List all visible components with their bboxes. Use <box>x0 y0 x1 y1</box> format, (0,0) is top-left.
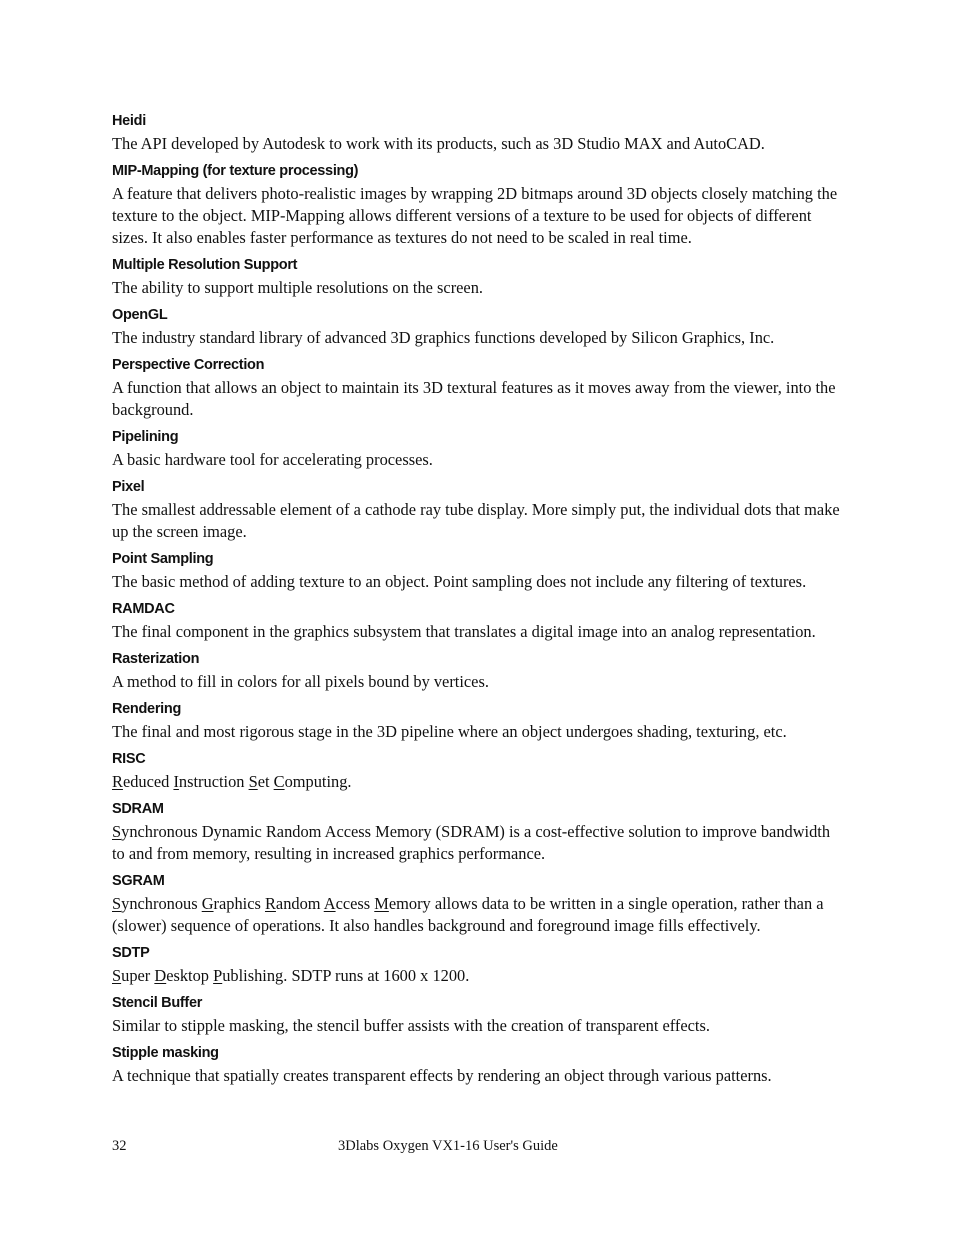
glossary-definition: The basic method of adding texture to an object. Point sampling does not include any filtering of textures. <box>112 572 807 591</box>
glossary-definition: The smallest addressable element of a cathode ray tube display. More simply put, the individual dots that make up the screen image. <box>112 500 840 541</box>
glossary-entry-pipelining <box>112 426 842 471</box>
glossary-entry-stencil-buffer <box>112 992 842 1037</box>
glossary-entry-rasterization <box>112 648 842 693</box>
glossary-term: Heidi <box>112 113 146 129</box>
glossary-term: Stipple masking <box>112 1045 219 1061</box>
glossary-entry-heidi <box>112 110 842 155</box>
glossary-term: Rasterization <box>112 651 200 667</box>
glossary-definition: A basic hardware tool for accelerating processes. <box>112 450 433 469</box>
glossary-definition: The API developed by Autodesk to work with its products, such as 3D Studio MAX and AutoCAD. <box>112 134 765 153</box>
glossary-definition-underlined: Super Desktop Publishing. SDTP runs at 1600 x 1200. <box>112 966 470 985</box>
glossary-definition: The ability to support multiple resolutions on the screen. <box>112 278 483 297</box>
glossary-entry-rendering <box>112 698 842 743</box>
glossary-term: RISC <box>112 751 146 767</box>
glossary-definition: A method to fill in colors for all pixels bound by vertices. <box>112 672 489 691</box>
glossary-definition-underlined: Synchronous Dynamic Random Access Memory (SDRAM) is a cost-effective solution to improve bandwidth to and from memory, resulting in increased graphics performance. <box>112 822 831 863</box>
glossary-entry-pixel <box>112 476 842 543</box>
glossary-page <box>112 110 842 1092</box>
page-number: 32 <box>112 1138 127 1154</box>
glossary-term: Stencil Buffer <box>112 995 203 1011</box>
glossary-term: Perspective Correction <box>112 357 265 373</box>
glossary-definition: A technique that spatially creates transparent effects by rendering an object through various patterns. <box>112 1066 772 1085</box>
glossary-term: Point Sampling <box>112 551 214 567</box>
glossary-definition: The industry standard library of advanced 3D graphics functions developed by Silicon Graphics, Inc. <box>112 328 775 347</box>
glossary-term: MIP-Mapping (for texture processing) <box>112 163 359 179</box>
glossary-definition: Similar to stipple masking, the stencil buffer assists with the creation of transparent effects. <box>112 1016 710 1035</box>
glossary-term: SDRAM <box>112 801 164 817</box>
glossary-term: SDTP <box>112 945 150 961</box>
glossary-entry-opengl <box>112 304 842 349</box>
glossary-term: Multiple Resolution Support <box>112 257 298 273</box>
glossary-term: SGRAM <box>112 873 165 889</box>
document-title: 3Dlabs Oxygen VX1-16 User's Guide <box>338 1138 558 1154</box>
glossary-term: OpenGL <box>112 307 168 323</box>
glossary-term: Rendering <box>112 701 182 717</box>
glossary-entry-sgram <box>112 870 842 937</box>
glossary-entry-risc <box>112 748 842 793</box>
glossary-entry-multiple-resolution-support <box>112 254 842 299</box>
glossary-definition-underlined: Synchronous Graphics Random Access Memory allows data to be written in a single operation, rather than a (slower) sequence of operations. It also handles background and foreground image fills effectively. <box>112 894 824 935</box>
glossary-definition: A feature that delivers photo-realistic images by wrapping 2D bitmaps around 3D objects closely matching the texture to the object. MIP-Mapping allows different versions of a texture to be used for objects of different sizes. It also enables faster performance as textures do not need to be scaled in real time. <box>112 184 838 247</box>
glossary-definition: A function that allows an object to maintain its 3D textural features as it moves away from the viewer, into the background. <box>112 378 836 419</box>
glossary-entry-point-sampling <box>112 548 842 593</box>
glossary-entry-stipple-masking <box>112 1042 842 1087</box>
glossary-definition-underlined: Reduced Instruction Set Computing. <box>112 772 352 791</box>
glossary-entry-perspective-correction <box>112 354 842 421</box>
glossary-entry-sdram <box>112 798 842 865</box>
glossary-term: Pipelining <box>112 429 179 445</box>
glossary-entry-sdtp <box>112 942 842 987</box>
glossary-entry-mip-mapping <box>112 160 842 249</box>
glossary-definition: The final and most rigorous stage in the 3D pipeline where an object undergoes shading, texturing, etc. <box>112 722 787 741</box>
glossary-term: RAMDAC <box>112 601 175 617</box>
glossary-definition: The final component in the graphics subsystem that translates a digital image into an analog representation. <box>112 622 816 641</box>
glossary-term: Pixel <box>112 479 145 495</box>
glossary-entry-ramdac <box>112 598 842 643</box>
page-footer <box>112 1138 842 1158</box>
